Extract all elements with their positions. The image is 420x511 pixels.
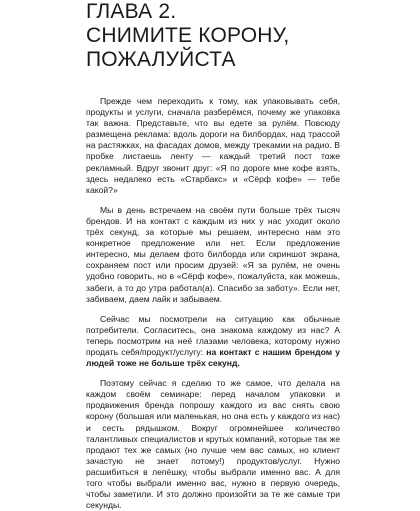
paragraph-4: [86, 378, 340, 511]
chapter-title: [86, 0, 340, 72]
chapter-body: [86, 96, 340, 511]
paragraph-1-text: Прежде чем переходить к тому, как упаковывать себя, продукты и услуги, сначала разберёмся, почему же упаковка так важна. Представьте, что вы едете за рулём. Повсюду размещена реклама: вдоль дороги на билбордах, над трассой на растяжках, на фасадах домов, между трекамии на радио. В пробке листаешь ленту — каждый третий пост тоже рекламный. Вдруг звонит друг: «Я по дороге мне кофе взять, здесь недалеко есть «Старбакс» и «Сёрф кофе» — тебе какой?»: [86, 96, 340, 195]
paragraph-3-bold-text: на контакт с нашим брендом у людей тоже не больше трёх секунд.: [86, 346, 341, 369]
chapter-title-line-2: СНИМИТЕ КОРОНУ,: [86, 24, 290, 47]
paragraph-4-text: Поэтому сейчас я сделаю то же самое, что делала на каждом своём семинаре: перед началом упаковки и продвижения бренда попрошу каждого из вас снять свою корону (большая или маленькая, но она есть у каждого из нас) и сесть рядышком. Вокруг огромнейшее количество талантливых специалистов и крутых компаний, которые так же продают тех же самых (но лучше чем вас самых, но клиент зачастую не знает потому!) продуктов/услуг. Нужно расшибиться в лепёшку, чтобы выбрали именно вас. А для того чтобы выбрали именно вас, нужно в первую очередь, чтобы заметили. И это должно произойти за те же самые три секунды.: [86, 378, 340, 511]
paragraph-3: [86, 314, 340, 369]
paragraph-1: [86, 96, 340, 196]
paragraph-2: [86, 205, 340, 305]
paragraph-2-text: Мы в день встречаем на своём пути больше трёх тысяч брендов. И на контакт с каждым из них у нас уходит около трёх секунд, за которые мы решаем, интересно нам это конкретное предложение или нет. Если предложение интересно, мы делаем фото билборда или скриншот экрана, сохраняем пост или просим друзей: «Я за рулём, не очень удобно говорить, но в «Сёрф кофе», пожалуйста, как можешь, забеги, а то до утра работал(а). Спасибо за заботу». Если нет, забиваем, даем лайк и забываем.: [86, 204, 340, 304]
chapter-title-line-3: ПОЖАЛУЙСТА: [86, 48, 236, 71]
chapter-title-line-1: ГЛАВА 2.: [86, 0, 177, 23]
paragraph-3-text: Сейчас мы посмотрели на ситуацию как обычные потребители. Согласитесь, она знакома каждому из нас? А теперь посмотрим на неё глазами человека, которому нужно продать себя/продукт/услугу:: [86, 313, 340, 357]
